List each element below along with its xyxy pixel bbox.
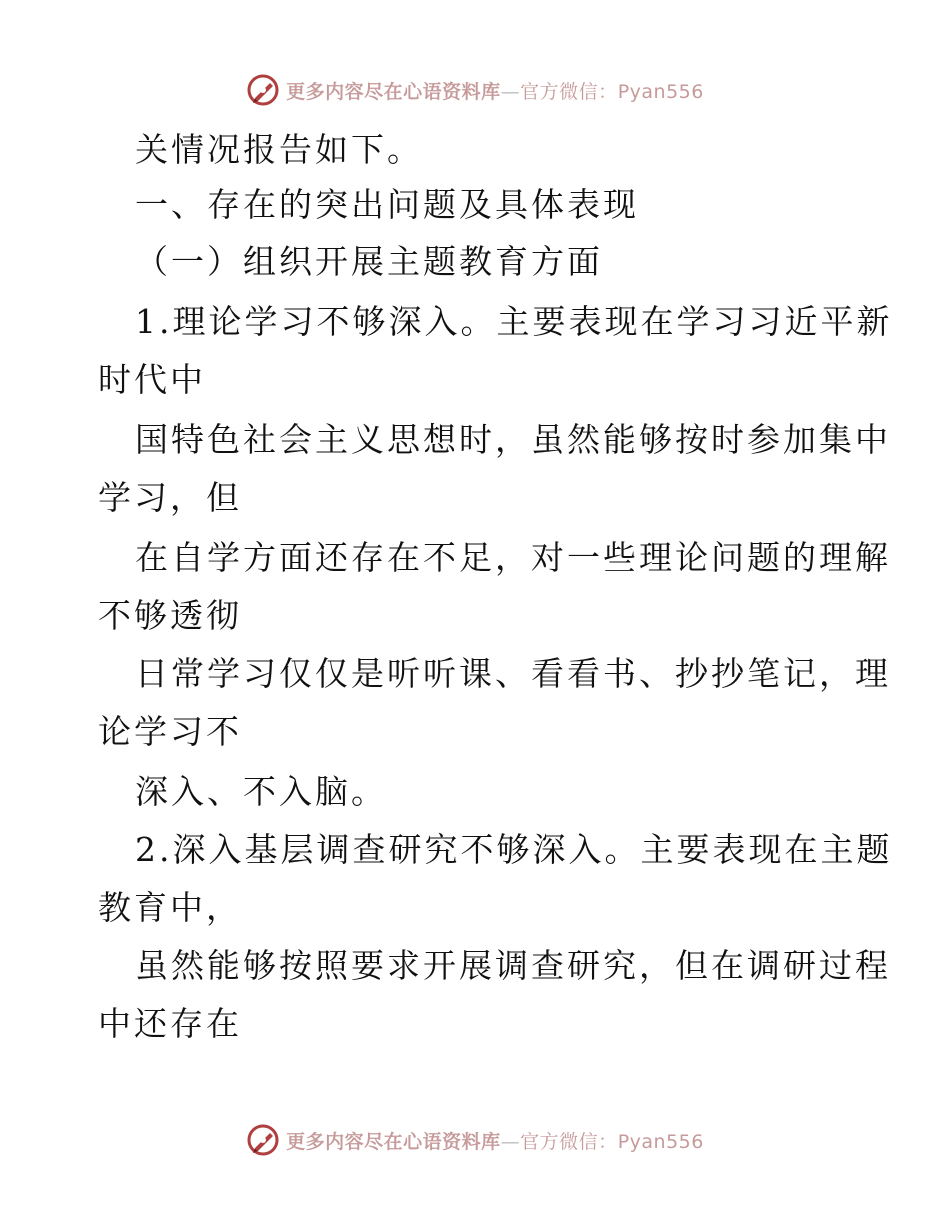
footer-watermark (0, 1120, 950, 1160)
text-line: 学习，但 (98, 478, 242, 517)
text-line: 国特色社会主义思想时，虽然能够按时参加集中 (135, 420, 891, 459)
header-watermark-id: Pyan556 (617, 80, 704, 103)
footer-watermark-contact: 官方微信： (520, 1130, 618, 1153)
footer-watermark-main: 更多内容尽在心语资料库 (286, 1130, 501, 1153)
footer-watermark-text (286, 1127, 704, 1154)
header-watermark-sep: — (500, 80, 521, 103)
text-line: 深入、不入脑。 (135, 772, 387, 811)
text-line: 不够透彻 (98, 596, 242, 635)
text-line: 时代中 (98, 360, 206, 399)
text-line: 1.理论学习不够深入。主要表现在学习习近平新 (135, 302, 893, 341)
text-line: 教育中， (98, 888, 242, 927)
text-line: 2.深入基层调查研究不够深入。主要表现在主题 (135, 830, 893, 869)
text-line: 在自学方面还存在不足，对一些理论问题的理解 (135, 538, 891, 577)
text-line: 日常学习仅仅是听听课、看看书、抄抄笔记，理 (135, 654, 891, 693)
header-watermark (0, 70, 950, 110)
pen-logo-icon (246, 73, 280, 107)
text-line: 论学习不 (98, 712, 242, 751)
header-watermark-contact: 官方微信： (520, 80, 618, 103)
pen-logo-icon (246, 1123, 280, 1157)
section-heading: 一、存在的突出问题及具体表现 (135, 185, 639, 224)
subsection-heading: （一）组织开展主题教育方面 (135, 242, 603, 281)
text-line: 中还存在 (98, 1004, 242, 1043)
footer-watermark-id: Pyan556 (617, 1130, 704, 1153)
header-watermark-main: 更多内容尽在心语资料库 (286, 80, 501, 103)
text-line: 虽然能够按照要求开展调查研究，但在调研过程 (135, 946, 891, 985)
header-watermark-text (286, 77, 704, 104)
footer-watermark-sep: — (500, 1130, 521, 1153)
text-line: 关情况报告如下。 (135, 130, 423, 169)
